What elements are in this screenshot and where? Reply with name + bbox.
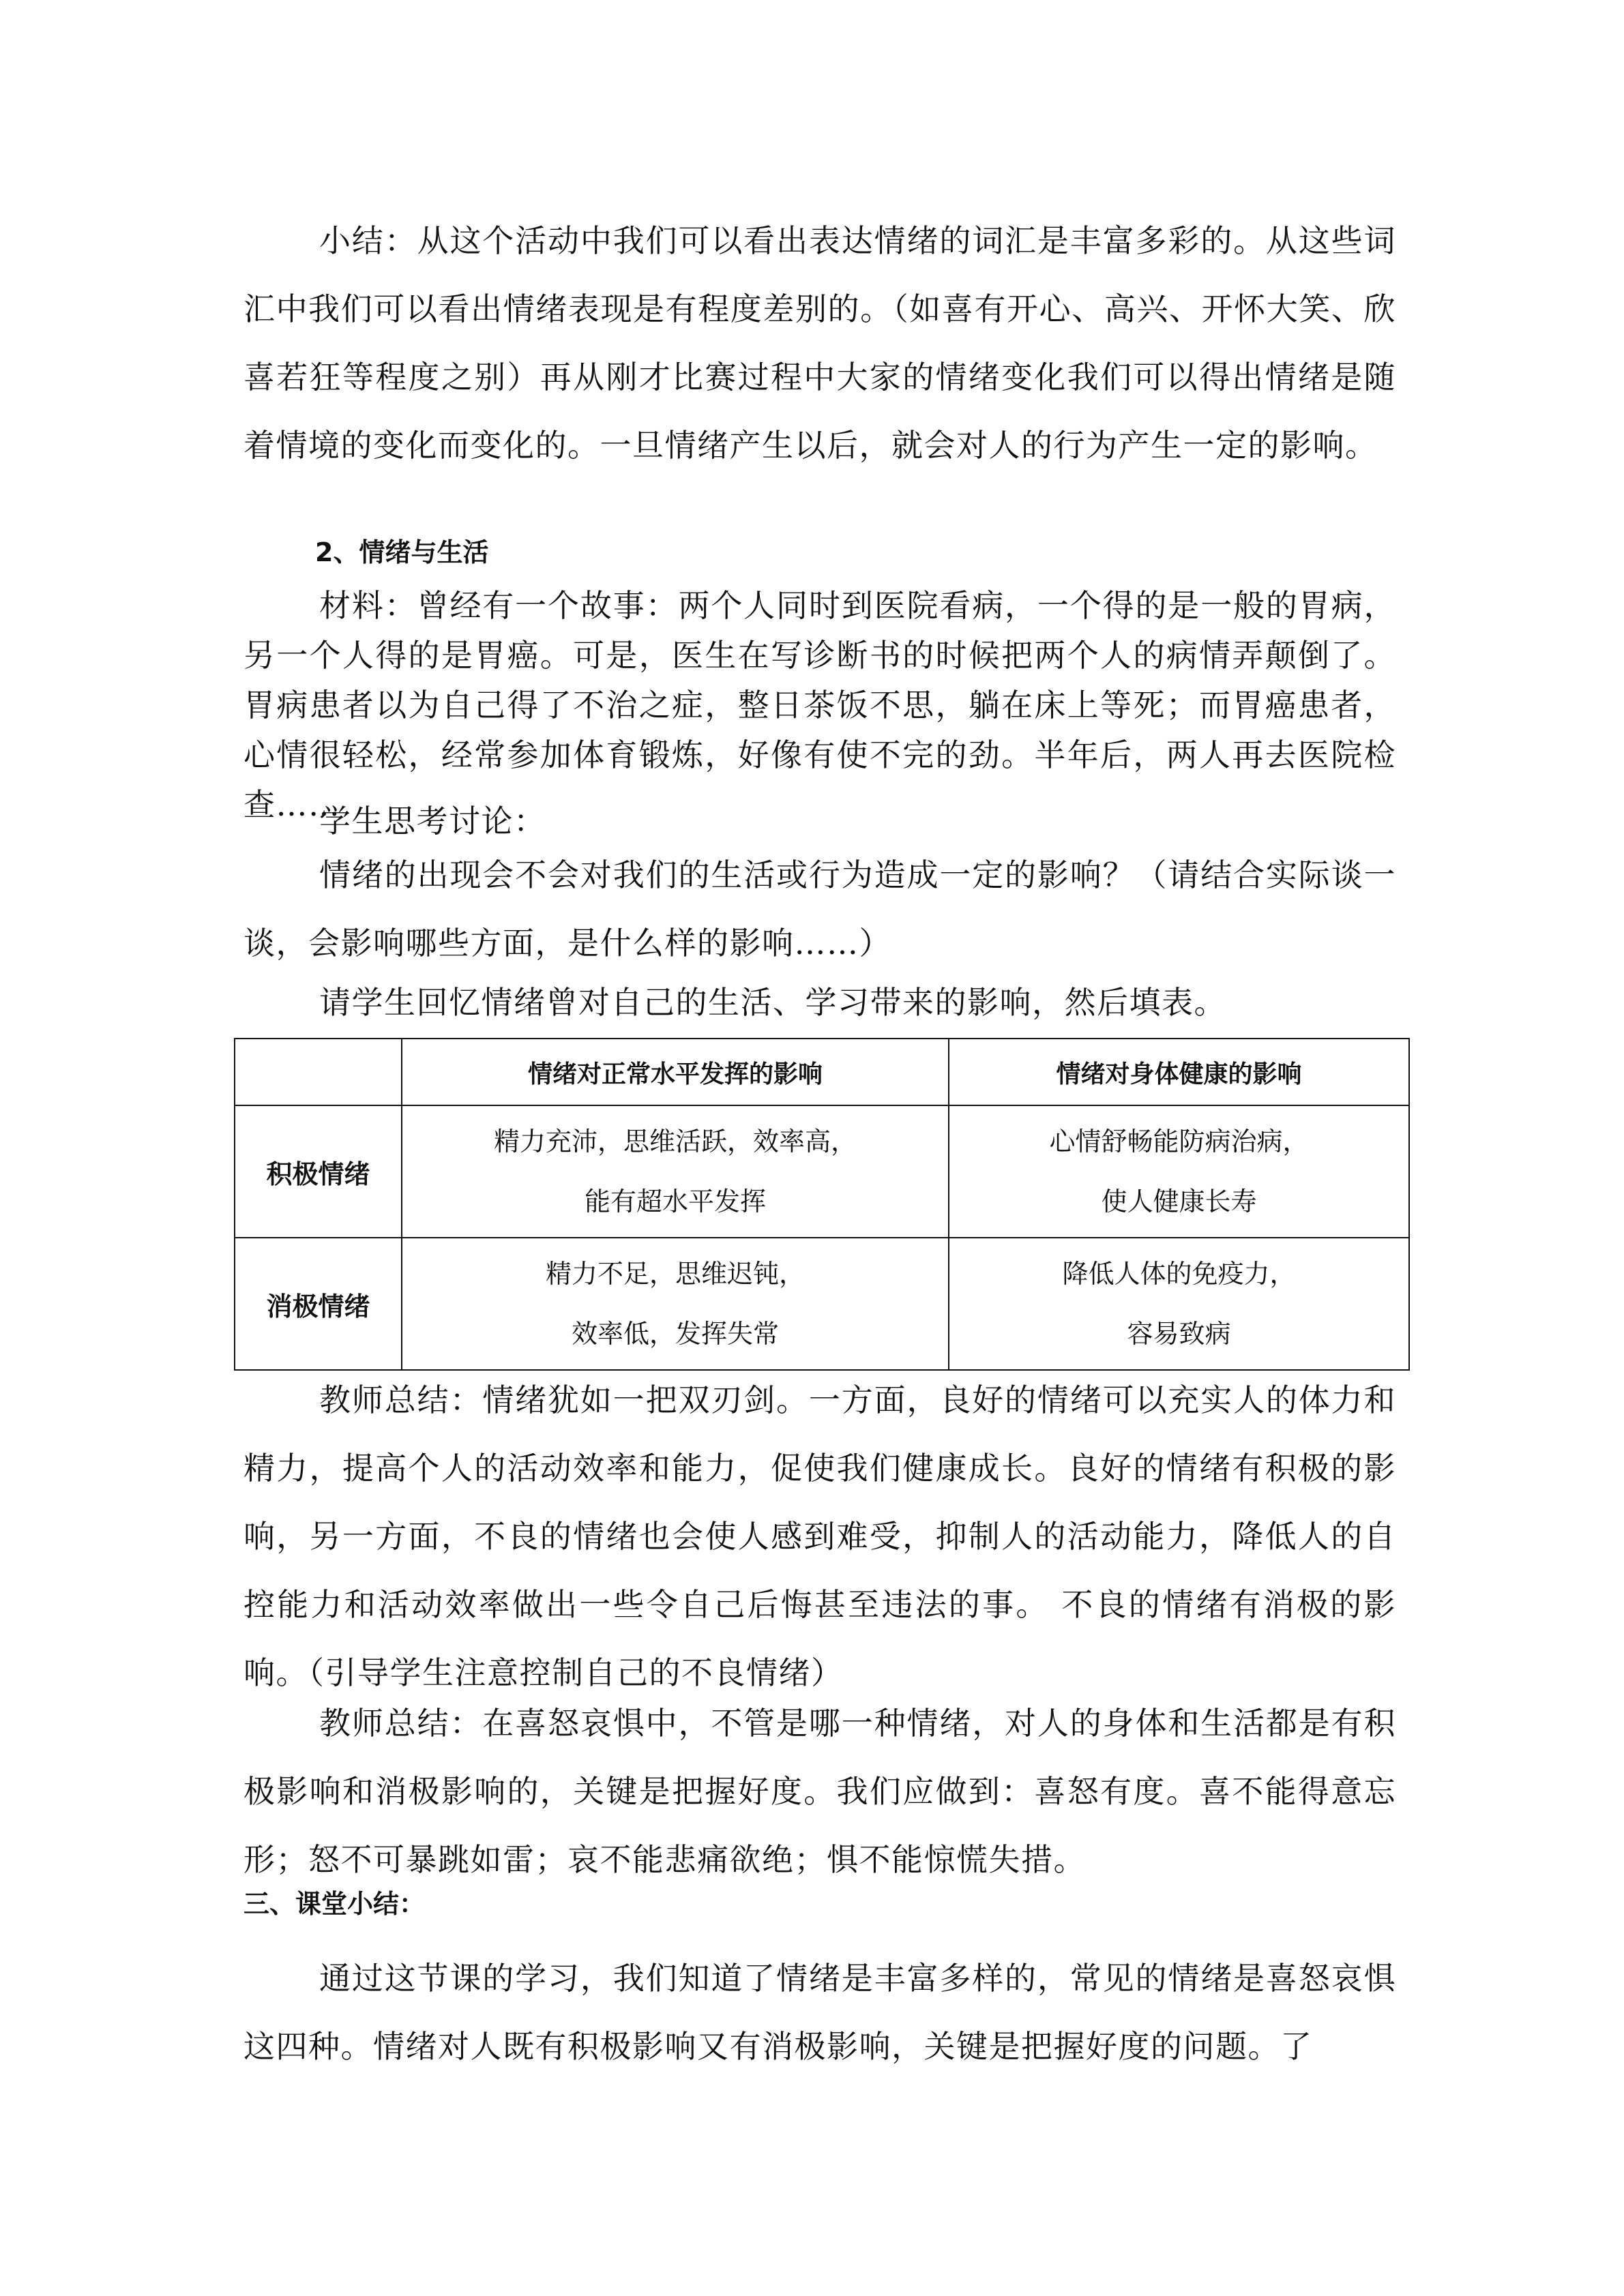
table-instruction: 请学生回忆情绪曾对自己的生活、学习带来的影响，然后填表。 xyxy=(319,984,1226,1021)
cell-line: 降低人体的免疫力， xyxy=(1062,1259,1296,1289)
cell-line: 容易致病 xyxy=(1127,1319,1231,1349)
table-header-health: 情绪对身体健康的影响 xyxy=(949,1039,1409,1105)
emotion-impact-table xyxy=(234,1038,1410,1371)
class-summary-paragraph: 通过这节课的学习，我们知道了情绪是丰富多样的，常见的情绪是喜怒哀惧这四种。情绪对人既有积极影响又有消极影响，关键是把握好度的问题。了 xyxy=(243,1960,1396,2065)
cell-line: 使人健康长寿 xyxy=(1101,1187,1257,1217)
teacher-summary-1: 教师总结：情绪犹如一把双刃剑。一方面，良好的情绪可以充实人的体力和精力，提高个人的活动效率和能力，促使我们健康成长。良好的情绪有积极的影响，另一方面，不良的情绪也会使人感到难受，抑制人的活动能力，降低人的自控能力和活动效率做出一些令自己后悔甚至违法的事。 不良的情绪有消极的影响。（引导学生注意控制自己的不良情绪） xyxy=(243,1382,1396,1691)
table-row xyxy=(235,1105,1409,1238)
table-header-row xyxy=(235,1039,1409,1105)
table-header-corner xyxy=(235,1039,402,1105)
discussion-question: 情绪的出现会不会对我们的生活或行为造成一定的影响？（请结合实际谈一谈，会影响哪些方面，是什么样的影响……） xyxy=(243,856,1396,961)
material-paragraph: 材料：曾经有一个故事：两个人同时到医院看病，一个得的是一般的胃病，另一个人得的是胃癌。可是，医生在写诊断书的时候把两个人的病情弄颠倒了。胃病患者以为自己得了不治之症，整日茶饭不思，躺在床上等死；而胃癌患者，心情很轻松，经常参加体育锻炼，好像有使不完的劲。半年后，两人再去医院检查…… xyxy=(243,587,1396,823)
table-row xyxy=(235,1238,1409,1370)
negative-health-cell xyxy=(949,1238,1409,1370)
section-3-heading: 三、课堂小结： xyxy=(243,1889,426,1919)
cell-line: 效率低，发挥失常 xyxy=(571,1319,779,1349)
discussion-label: 学生思考讨论： xyxy=(319,803,546,839)
cell-line: 精力不足，思维迟钝， xyxy=(545,1259,805,1289)
section-2-heading: 2、情绪与生活 xyxy=(315,537,489,567)
row-label-positive: 积极情绪 xyxy=(235,1105,402,1238)
summary-intro-paragraph: 小结：从这个活动中我们可以看出表达情绪的词汇是丰富多彩的。从这些词汇中我们可以看出情绪表现是有程度差别的。（如喜有开心、高兴、开怀大笑、欣喜若狂等程度之别）再从刚才比赛过程中大家的情绪变化我们可以得出情绪是随着情境的变化而变化的。一旦情绪产生以后，就会对人的行为产生一定的影响。 xyxy=(243,222,1396,464)
positive-health-cell xyxy=(949,1105,1409,1238)
positive-performance-cell xyxy=(402,1105,949,1238)
cell-line: 心情舒畅能防病治病， xyxy=(1049,1127,1309,1157)
cell-line: 精力充沛，思维活跃，效率高， xyxy=(493,1127,857,1157)
negative-performance-cell xyxy=(402,1238,949,1370)
row-label-negative: 消极情绪 xyxy=(235,1238,402,1370)
teacher-summary-2: 教师总结：在喜怒哀惧中，不管是哪一种情绪，对人的身体和生活都是有积极影响和消极影响的，关键是把握好度。我们应做到：喜怒有度。喜不能得意忘形；怒不可暴跳如雷；哀不能悲痛欲绝；惧不能惊慌失措。 xyxy=(243,1705,1396,1878)
cell-line: 能有超水平发挥 xyxy=(584,1187,766,1217)
table-header-performance: 情绪对正常水平发挥的影响 xyxy=(402,1039,949,1105)
